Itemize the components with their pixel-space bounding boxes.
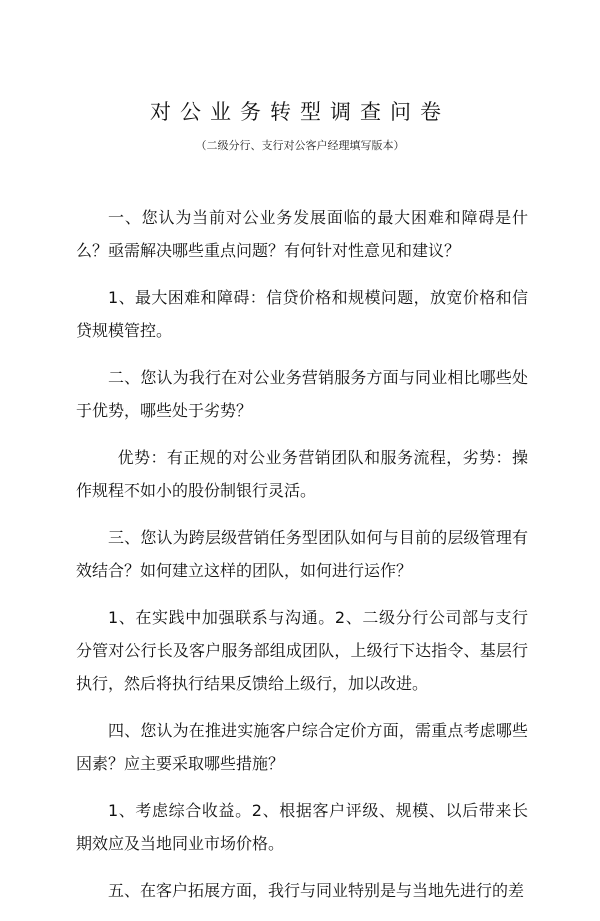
answer-3: 1、在实践中加强联系与沟通。2、二级分行公司部与支行分管对公行长及客户服务部组成团队，上级行下达指令、基层行执行，然后将执行结果反馈给上级行，加以改进。 <box>76 608 528 693</box>
document-title: 对公业务转型调查问卷 <box>150 100 450 124</box>
document-body <box>76 201 528 921</box>
document-subtitle: （二级分行、支行对公客户经理填写版本） <box>195 139 405 152</box>
question-2: 二、您认为我行在对公业务营销服务方面与同业相比哪些处于优势，哪些处于劣势？ <box>76 368 528 420</box>
question-5: 五、在客户拓展方面，我行与同业特别是与当地先进行的差 <box>108 881 525 900</box>
answer-4: 1、考虑综合收益。2、根据客户评级、规模、以后带来长期效应及当地同业市场价格。 <box>76 801 528 853</box>
answer-1: 1、最大困难和障碍：信贷价格和规模问题，放宽价格和信贷规模管控。 <box>76 288 528 340</box>
question-3: 三、您认为跨层级营销任务型团队如何与目前的层级管理有效结合？如何建立这样的团队，如何进行运作？ <box>76 528 528 580</box>
question-1: 一、您认为当前对公业务发展面临的最大困难和障碍是什么？亟需解决哪些重点问题？有何针对性意见和建议？ <box>76 208 528 260</box>
question-4: 四、您认为在推进实施客户综合定价方面，需重点考虑哪些因素？应主要采取哪些措施？ <box>76 721 528 773</box>
answer-2: 优势：有正规的对公业务营销团队和服务流程，劣势：操作规程不如小的股份制银行灵活。 <box>76 448 528 500</box>
